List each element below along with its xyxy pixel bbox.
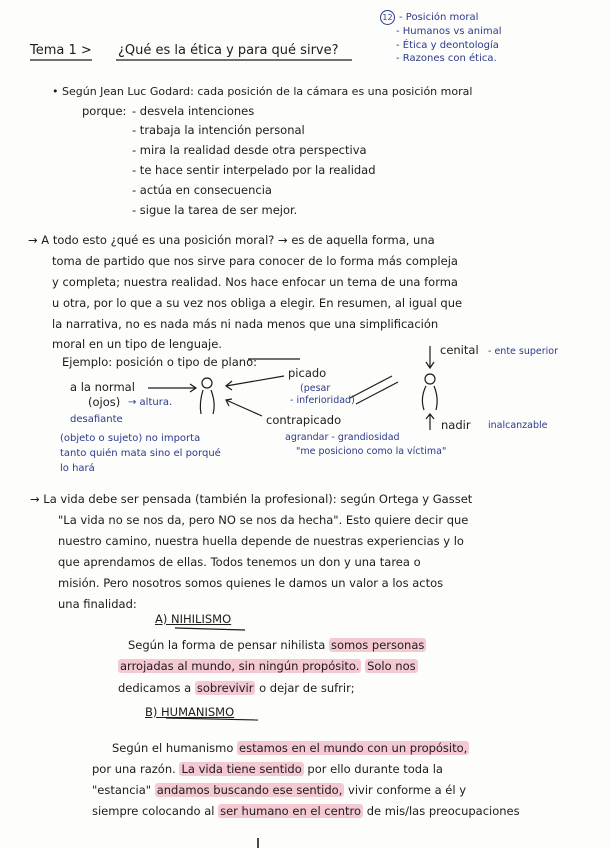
highlight: somos personas [331, 638, 425, 652]
nadir-note: inalcanzable [488, 420, 548, 431]
ojos-note: → altura. [128, 397, 173, 408]
highlight: La vida tiene sentido [181, 762, 302, 776]
moral-line: y completa; nuestra realidad. Nos hace enfocar un tema de una forma [52, 275, 458, 289]
vida-line: → La vida debe ser pensada (también la profesional): según Ortega y Gasset [30, 492, 473, 506]
godard-item: - te hace sentir interpelado por la realidad [132, 163, 376, 177]
tema-label: Tema 1 > [30, 43, 92, 58]
vida-line: una finalidad: [58, 597, 137, 611]
sujeto-note: (objeto o sujeto) no importa [60, 433, 201, 444]
humanismo-line: "estancia" andamos buscando ese sentido, vivir conforme a él y [92, 783, 467, 797]
figure-head-icon [425, 374, 435, 384]
nihilismo-line [118, 659, 418, 673]
cenital-label: cenital [440, 343, 479, 357]
picado-note: (pesar [300, 383, 331, 394]
cenital-note: - ente superior [488, 346, 559, 357]
highlight: sobrevivir [196, 681, 254, 695]
ejemplo-label: Ejemplo: posición o tipo de plano: [62, 355, 257, 369]
page-title: ¿Qué es la ética y para qué sirve? [118, 43, 339, 58]
humanismo-line: Según el humanismo estamos en el mundo con un propósito, [112, 741, 468, 755]
godard-item: - trabaja la intención personal [132, 123, 305, 137]
highlight: andamos buscando ese sentido, [156, 783, 343, 797]
underline [175, 628, 245, 630]
arrow-icon [226, 376, 284, 390]
sujeto-note: lo hará [60, 463, 95, 474]
arrow-icon [426, 414, 434, 430]
highlight: Solo nos [367, 659, 416, 673]
porque-label: porque: [82, 104, 127, 118]
picado-note: - inferioridad) [290, 395, 355, 406]
figure-body-icon [200, 390, 214, 414]
vida-line: nuestro camino, nuestra huella depende de nuestras experiencias y lo [58, 534, 464, 548]
desafiante-label: desafiante [70, 414, 123, 425]
vida-line: "La vida no se nos da, pero NO se nos da hecha". Esto quiere decir que [58, 513, 469, 527]
figure-body-icon [422, 386, 437, 410]
godard-item: - mira la realidad desde otra perspectiva [132, 143, 367, 157]
highlight: arrojadas al mundo, sin ningún propósito. [120, 659, 360, 673]
topic-item: - Ética y deontología [396, 39, 499, 51]
nihilismo-line: dedicamos a sobrevivir o dejar de sufrir; [118, 681, 355, 695]
contrapicado-note: "me posiciono como la víctima" [296, 446, 447, 457]
nihilismo-line: Según la forma de pensar nihilista somos personas [128, 638, 425, 652]
highlight: estamos en el mundo con un propósito, [239, 741, 468, 755]
godard-intro: • Según Jean Luc Godard: cada posición de la cámara es una posición moral [52, 85, 473, 98]
nihilismo-heading: A) NIHILISMO [155, 612, 232, 626]
arrow-icon [426, 346, 434, 368]
parallel-lines-icon [350, 376, 398, 404]
moral-line: → A todo esto ¿qué es una posición moral? → es de aquella forma, una [28, 233, 435, 247]
moral-line: moral en un tipo de lenguaje. [52, 337, 222, 351]
humanismo-heading: B) HUMANISMO [145, 705, 235, 719]
vida-line: misión. Pero nosotros somos quienes le damos un valor a los actos [58, 576, 444, 590]
contrapicado-note: agrandar - grandiosidad [285, 432, 400, 443]
arrow-icon [226, 399, 262, 416]
nadir-label: nadir [441, 418, 471, 432]
humanismo-line: siempre colocando al ser humano en el centro de mis/las preocupaciones [92, 804, 520, 818]
godard-item: - sigue la tarea de ser mejor. [132, 203, 298, 217]
godard-item: - actúa en consecuencia [132, 183, 272, 197]
humanismo-line: por una razón. La vida tiene sentido por ello durante toda la [92, 762, 443, 776]
picado-label: picado [288, 366, 327, 380]
arrow-icon [148, 384, 196, 392]
figure-head-icon [202, 378, 212, 388]
sujeto-note: tanto quién mata sino el porqué [60, 448, 221, 459]
topic-item: 12 - Posición moral [380, 10, 540, 25]
contrapicado-label: contrapicado [266, 413, 342, 427]
highlight: ser humano en el centro [220, 804, 362, 818]
topic-number: 12 [380, 10, 395, 25]
topic-item: - Razones con ética. [396, 53, 497, 64]
topic-item: - Humanos vs animal [396, 26, 502, 37]
a-la-normal: a la normal [70, 380, 135, 394]
ojos-label: (ojos) [88, 395, 121, 409]
vida-line: que aprendamos de ellas. Todos tenemos un don y una tarea o [58, 555, 421, 569]
godard-item: - desvela intenciones [132, 104, 255, 118]
moral-line: toma de partido que nos sirve para conocer de lo forma más compleja [52, 254, 458, 268]
moral-line: u otra, por lo que a su vez nos obliga a elegir. En resumen, al igual que [52, 296, 463, 310]
moral-line: la narrativa, no es nada más ni nada menos que una simplificación [52, 317, 439, 331]
